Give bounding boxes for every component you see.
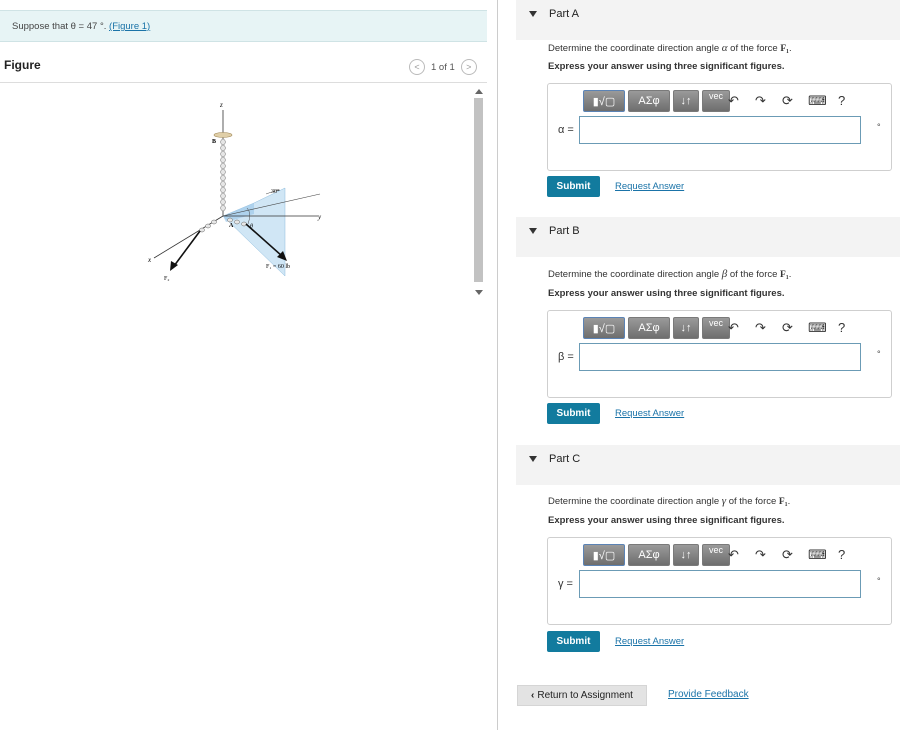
unit-label: ° (877, 349, 881, 359)
undo-icon[interactable]: ↶ (728, 93, 739, 108)
answer-panel (547, 537, 892, 625)
figure-pager (409, 59, 477, 75)
force-symbol: F₁ (780, 270, 789, 280)
request-answer-link[interactable]: Request Answer (615, 636, 685, 647)
part-title: Part A (549, 8, 579, 20)
unit-label: ° (877, 122, 881, 132)
collapse-triangle-icon[interactable] (529, 11, 537, 17)
part-title: Part B (549, 225, 580, 237)
greek-button[interactable]: ΑΣφ (628, 90, 670, 112)
part-a-header[interactable] (516, 0, 900, 40)
angle-symbol: β (721, 268, 728, 280)
figure-link[interactable]: (Figure 1) (109, 21, 151, 32)
submit-button[interactable]: Submit (547, 176, 600, 197)
instruction-text: Express your answer using three significant figures. (548, 515, 785, 526)
figure-diagram (140, 96, 340, 286)
answer-label: β = (558, 351, 574, 363)
redo-icon[interactable]: ↷ (755, 320, 766, 335)
angle-30-label: 30° (271, 189, 280, 195)
submit-button[interactable]: Submit (547, 403, 600, 424)
undo-icon[interactable]: ↶ (728, 320, 739, 335)
request-answer-link[interactable]: Request Answer (615, 408, 685, 419)
point-a-label: A (229, 223, 234, 229)
math-toolbar (583, 317, 733, 339)
provide-feedback-link[interactable]: Provide Feedback (668, 689, 749, 700)
reset-icon[interactable]: ⟳ (782, 93, 793, 108)
undo-icon[interactable]: ↶ (728, 547, 739, 562)
theta-label: θ (250, 224, 253, 230)
submit-button[interactable]: Submit (547, 631, 600, 652)
instruction-text: Express your answer using three significant figures. (548, 288, 785, 299)
request-answer-link[interactable]: Request Answer (615, 181, 685, 192)
problem-statement (0, 10, 487, 42)
math-toolbar (583, 90, 733, 112)
help-icon[interactable]: ? (838, 320, 846, 335)
help-icon[interactable]: ? (838, 547, 846, 562)
reset-icon[interactable]: ⟳ (782, 320, 793, 335)
instruction-text: Express your answer using three significant figures. (548, 61, 785, 72)
redo-icon[interactable]: ↷ (755, 93, 766, 108)
prev-figure-button[interactable]: < (409, 59, 425, 75)
collapse-triangle-icon[interactable] (529, 456, 537, 462)
figure-title: Figure (4, 58, 41, 72)
keyboard-icon[interactable]: ⌨ (808, 320, 827, 335)
templates-button[interactable]: ▮√▢ (583, 317, 625, 339)
question-text: Determine the coordinate direction angle γ of the force F₁. (548, 495, 791, 507)
point-b-label: B (212, 139, 217, 145)
keyboard-icon[interactable]: ⌨ (808, 93, 827, 108)
part-c-header[interactable] (516, 445, 900, 485)
vec-button[interactable]: vec (702, 90, 730, 112)
help-icon[interactable]: ? (838, 93, 846, 108)
f2-label: F₂ (164, 276, 170, 282)
angle-symbol: γ (721, 495, 727, 507)
answer-label: γ = (558, 578, 573, 590)
answer-input[interactable] (579, 570, 861, 598)
arrows-button[interactable]: ↓↑ (673, 544, 699, 566)
templates-button[interactable]: ▮√▢ (583, 544, 625, 566)
arrows-button[interactable]: ↓↑ (673, 317, 699, 339)
f1-label: F₁ = 60 lb (266, 264, 290, 270)
chevron-left-icon: ‹ (531, 690, 535, 701)
vec-button[interactable]: vec (702, 317, 730, 339)
return-to-assignment-button[interactable] (517, 685, 647, 706)
force-symbol: F₁ (778, 497, 788, 507)
z-axis-label: z (220, 101, 223, 109)
force-symbol: F₁ (780, 44, 789, 54)
keyboard-icon[interactable]: ⌨ (808, 547, 827, 562)
answer-input[interactable] (579, 343, 861, 371)
scroll-down-arrow-icon[interactable] (475, 290, 483, 295)
answer-input[interactable] (579, 116, 861, 144)
answer-panel (547, 310, 892, 398)
scroll-up-arrow-icon[interactable] (475, 89, 483, 94)
templates-button[interactable]: ▮√▢ (583, 90, 625, 112)
x-axis-label: x (148, 256, 152, 264)
unit-label: ° (877, 576, 881, 586)
problem-text: Suppose that θ = 47 °. (12, 21, 107, 32)
greek-button[interactable]: ΑΣφ (628, 317, 670, 339)
vec-button[interactable]: vec (702, 544, 730, 566)
answer-label: α = (558, 124, 574, 136)
redo-icon[interactable]: ↷ (755, 547, 766, 562)
math-toolbar (583, 544, 733, 566)
page-indicator: 1 of 1 (431, 61, 455, 73)
collapse-triangle-icon[interactable] (529, 228, 537, 234)
pane-divider (497, 0, 498, 730)
figure-scrollbar[interactable] (472, 86, 485, 298)
part-b-header[interactable] (516, 217, 900, 257)
arrows-button[interactable]: ↓↑ (673, 90, 699, 112)
scroll-thumb[interactable] (474, 98, 483, 282)
question-text: Determine the coordinate direction angle α of the force F₁. (548, 42, 792, 54)
next-figure-button[interactable]: > (461, 59, 477, 75)
part-title: Part C (549, 453, 581, 465)
answer-panel (547, 83, 892, 171)
angle-symbol: α (721, 42, 728, 54)
reset-icon[interactable]: ⟳ (782, 547, 793, 562)
y-axis-label: y (318, 213, 322, 221)
divider (0, 82, 487, 83)
return-label: Return to Assignment (537, 690, 633, 701)
question-text: Determine the coordinate direction angle β of the force F₁. (548, 268, 792, 280)
greek-button[interactable]: ΑΣφ (628, 544, 670, 566)
